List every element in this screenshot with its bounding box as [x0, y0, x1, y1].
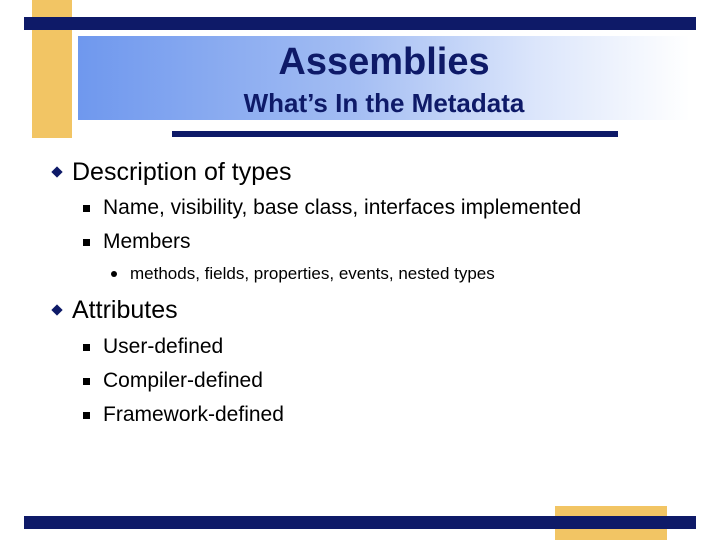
- square-bullet-icon: [83, 205, 90, 212]
- square-bullet-icon: [83, 239, 90, 246]
- navy-rule-under-title: [172, 131, 618, 137]
- bullet-text: Description of types: [72, 158, 292, 186]
- dot-bullet-icon: [111, 271, 117, 277]
- bullet-text: Compiler-defined: [103, 369, 263, 392]
- bullet-text: User-defined: [103, 335, 224, 358]
- bullet-text: Name, visibility, base class, interfaces implemented: [103, 196, 582, 219]
- bullet-text: methods, fields, properties, events, nested types: [130, 264, 495, 283]
- bullet-text: Framework-defined: [103, 403, 284, 426]
- square-bullet-icon: [83, 412, 90, 419]
- square-bullet-icon: [83, 378, 90, 385]
- bullet-text: Attributes: [72, 296, 178, 324]
- diamond-bullet-icon: [51, 166, 62, 177]
- navy-rule-bottom: [24, 516, 696, 529]
- navy-rule-top: [24, 17, 696, 30]
- square-bullet-icon: [83, 344, 90, 351]
- slide-title: Assemblies: [278, 41, 490, 83]
- diamond-bullet-icon: [51, 304, 62, 315]
- bullet-text: Members: [103, 230, 191, 253]
- slide-subtitle: What’s In the Metadata: [243, 88, 525, 118]
